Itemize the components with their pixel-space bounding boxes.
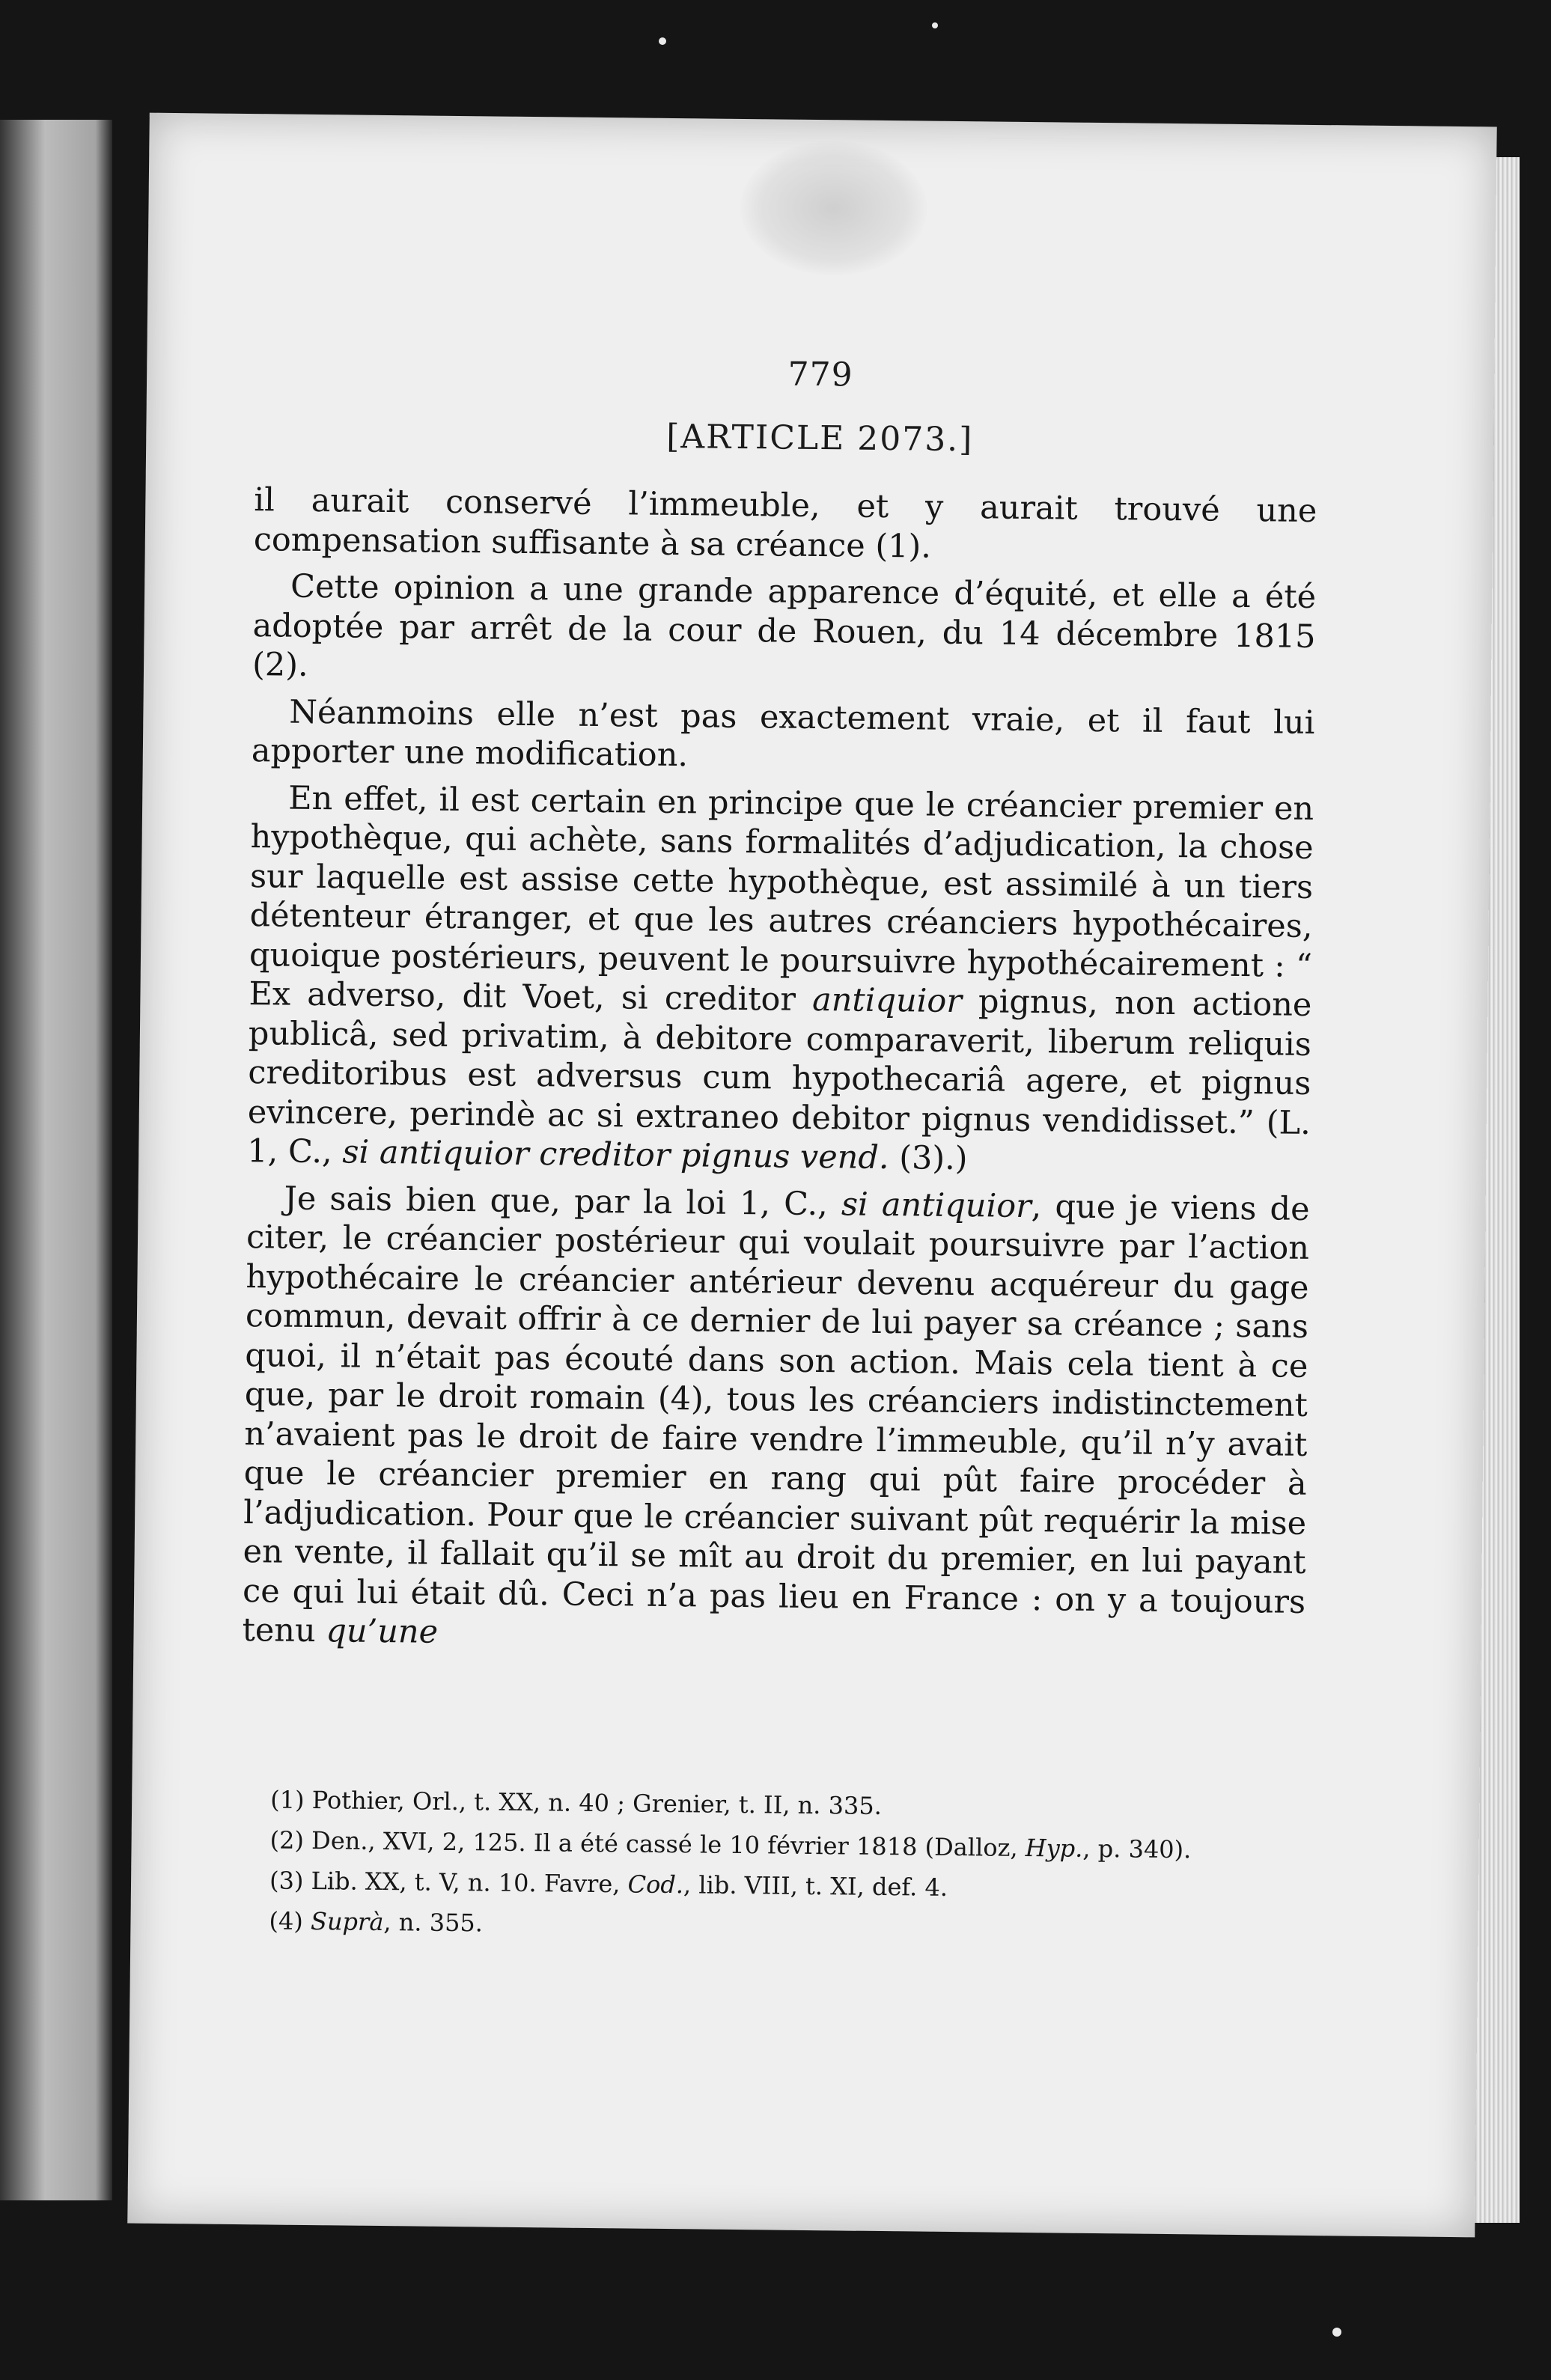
paragraph-1: il aurait conservé l’immeuble, et y aurait trouvé une compensation suffisante à sa créance (1). — [253, 481, 1317, 566]
body-text — [242, 480, 1317, 1668]
footnote-2-text-a: (2) Den., XVI, 2, 125. Il a été cassé le 10 février 1818 (Dalloz, — [269, 1825, 1026, 1863]
book-page — [127, 113, 1496, 2238]
footnote-4-text-a: (4) — [269, 1906, 311, 1936]
paragraph-3: Néanmoins elle n’est pas exactement vraie, et il faut lui apporter une modification. — [251, 693, 1315, 775]
dust-speck — [1332, 2328, 1341, 2337]
dust-speck — [659, 37, 666, 45]
footnote-3-italic: Cod. — [627, 1870, 684, 1900]
paragraph-4-text-a: En effet, il est certain en principe que le créancier premier en hypothèque, qui achète, sans formalités d’adjudication, la chose sur laquelle est assise cette hypothèque, est assimilé à un tiers détenteur étranger, et que les autres créanciers hypothécaires, quoique postérieurs, peuvent le poursuivre hypothécairement : “ Ex adverso, dit Voet, si creditor — [249, 779, 1314, 1019]
footnote-1: (1) Pothier, Orl., t. XX, n. 40 ; Grenier, t. II, n. 335. — [270, 1785, 883, 1821]
article-heading: [ARTICLE 2073.] — [665, 417, 974, 460]
library-stamp — [740, 140, 928, 277]
paragraph-4-italic-2: si antiquior creditor pignus vend. — [342, 1133, 889, 1177]
paragraph-5-text-a: Je sais bien que, par la loi 1, C., — [284, 1180, 842, 1223]
paragraph-4-text-c: (3).) — [889, 1139, 968, 1178]
paragraph-4-text-b: pignus, non actione publicâ, sed privatim, à debitore comparaverit, liberum reliquis creditoribus est adversus cum hypothecariâ agere, et pignus evincere, perindè ac si extraneo debitor pignus vendidisset.” (L. 1, C., — [247, 983, 1312, 1171]
paragraph-4-italic-1: antiquior — [811, 980, 963, 1021]
paragraph-5-italic-1: si antiquior — [841, 1185, 1032, 1225]
footnote-3-text-a: (3) Lib. XX, t. V, n. 10. Favre, — [269, 1866, 628, 1899]
footnote-4-text-b: , n. 355. — [383, 1908, 484, 1938]
paragraph-4 — [247, 778, 1314, 1183]
paragraph-5-italic-2: qu’une — [326, 1612, 439, 1651]
page-number: 779 — [787, 355, 853, 394]
footnote-2-text-b: , p. 340). — [1082, 1834, 1192, 1864]
paragraph-5 — [242, 1179, 1310, 1662]
footnote-4-italic: Suprà — [310, 1907, 384, 1937]
footnote-3-text-b: , lib. VIII, t. XI, def. 4. — [683, 1870, 948, 1902]
footnotes — [239, 1783, 1303, 1956]
footnote-3 — [240, 1864, 1302, 1908]
footnote-4 — [239, 1904, 1302, 1948]
paragraph-5-text-b: , que je viens de citer, le créancier postérieur qui voulait poursuivre par l’action hypothécaire le créancier antérieur devenu acquéreur du gage commun, devait offrir à ce dernier de lui payer sa créance ; sans quoi, il n’était pas écouté dans son action. Mais cela tient à ce que, par le droit romain (4), tous les créanciers indistinctement n’avaient pas le droit de faire vendre l’immeuble, qu’il n’y avait que le créancier premier en rang qui pût faire procéder à l’adjudication. Pour que le créancier suivant pût requérir la mise en vente, il fallait qu’il se mît au droit du premier, en lui payant ce qui lui était dû. Ceci n’a pas lieu en France : on y a toujours tenu — [242, 1187, 1310, 1650]
adjacent-page-edge — [0, 120, 112, 2200]
footnote-2 — [240, 1823, 1302, 1867]
dust-speck — [932, 22, 938, 28]
footnote-2-italic: Hyp. — [1025, 1834, 1083, 1863]
paragraph-2: Cette opinion a une grande apparence d’équité, et elle a été adoptée par arrêt de la cour de Rouen, du 14 décembre 1815 (2). — [252, 567, 1317, 684]
